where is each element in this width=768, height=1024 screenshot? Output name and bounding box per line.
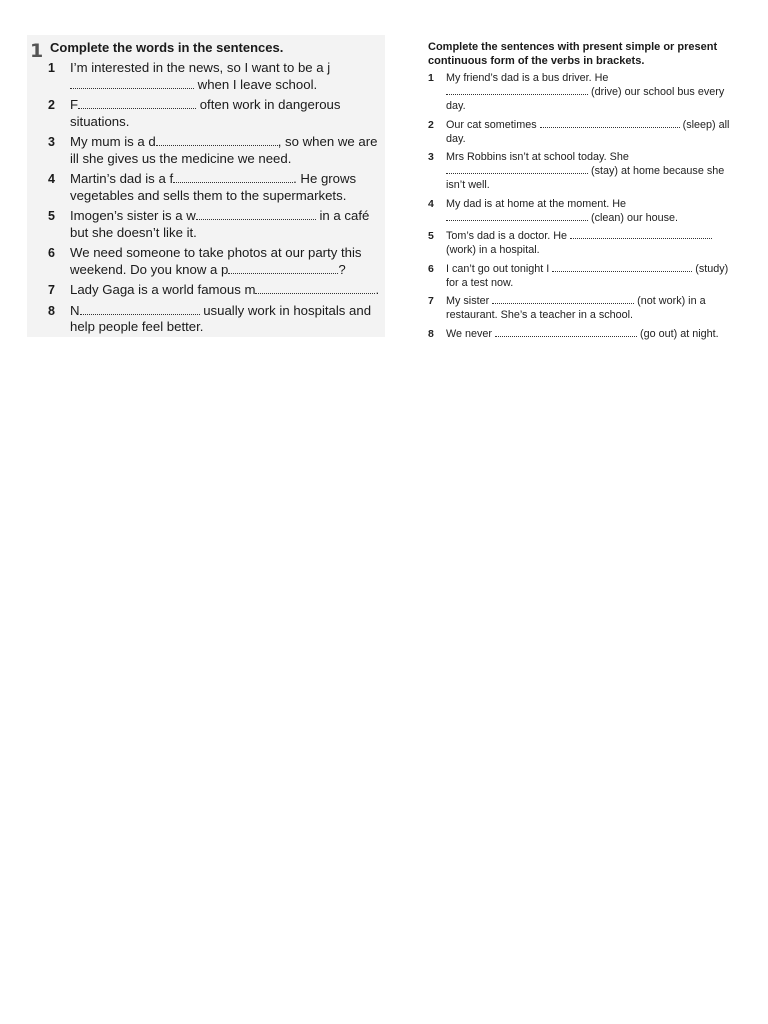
- answer-blank[interactable]: [255, 293, 375, 294]
- item-number: 6: [428, 262, 434, 275]
- exercise-1-item-7: [48, 282, 388, 299]
- item-number: 4: [428, 197, 434, 210]
- item-number: 8: [428, 327, 434, 340]
- exercise-2-item-4: [428, 197, 733, 225]
- exercise-2-item-7: [428, 294, 733, 322]
- answer-blank[interactable]: [228, 273, 338, 274]
- exercise-2-item-5: [428, 229, 733, 257]
- sentence-end: , so when we are ill she gives us the medicine we need.: [70, 134, 378, 166]
- exercise-2-list: [428, 71, 733, 345]
- exercise-1-item-8: [48, 303, 388, 336]
- answer-blank[interactable]: [446, 94, 588, 95]
- answer-blank[interactable]: [446, 173, 588, 174]
- item-number: 3: [48, 135, 55, 149]
- exercise-1-list: [48, 60, 388, 340]
- sentence-start: I’m interested in the news, so I want to be a j: [70, 60, 331, 75]
- exercise-1-item-1: [48, 60, 388, 93]
- sentence-end: often work in dangerous situations.: [70, 97, 341, 129]
- sentence-start: N: [70, 302, 80, 318]
- item-number: 5: [48, 209, 55, 223]
- exercise-2-item-8: [428, 327, 733, 341]
- sentence-end: (drive) our school bus every day.: [446, 86, 725, 112]
- sentence-end: . He grows vegetables and sells them to the supermarkets.: [70, 171, 357, 203]
- item-number: 7: [48, 283, 55, 297]
- sentence-start: My friend’s dad is a bus driver. He: [446, 72, 609, 84]
- item-number: 5: [428, 230, 434, 242]
- exercise-2-item-2: [428, 118, 733, 146]
- sentence-start: My sister: [446, 295, 493, 307]
- exercise-1-title: Complete the words in the sentences.: [50, 40, 284, 55]
- item-number: 2: [428, 118, 434, 131]
- sentence-start: I can’t go out tonight I: [446, 262, 553, 275]
- item-number: 4: [48, 172, 55, 186]
- sentence-start: Mrs Robbins isn’t at school today. She: [446, 151, 629, 163]
- sentence-start: My mum is a d: [70, 134, 156, 149]
- sentence-end: (clean) our house.: [588, 211, 679, 224]
- exercise-1-item-5: [48, 208, 388, 241]
- item-number: 2: [48, 98, 55, 112]
- sentence-end: .: [375, 282, 380, 297]
- sentence-end: when I leave school.: [194, 76, 318, 92]
- sentence-end: (go out) at night.: [637, 327, 719, 340]
- exercise-2-item-6: [428, 262, 733, 290]
- exercise-1-number: 1: [30, 40, 44, 62]
- sentence-end: (stay) at home because she isn’t well.: [446, 165, 725, 191]
- exercise-1-item-2: [48, 97, 388, 130]
- answer-blank[interactable]: [492, 303, 634, 304]
- answer-blank[interactable]: [78, 108, 196, 109]
- sentence-end: (study) for a test now.: [446, 262, 729, 289]
- answer-blank[interactable]: [156, 145, 278, 146]
- sentence-start: Tom’s dad is a doctor. He: [446, 230, 571, 242]
- answer-blank[interactable]: [446, 220, 588, 221]
- item-number: 3: [428, 151, 434, 163]
- exercise-1-item-6: [48, 245, 388, 278]
- sentence-start: We need someone to take photos at our party this weekend. Do you know a p: [70, 245, 362, 277]
- answer-blank[interactable]: [570, 238, 712, 239]
- exercise-2-item-3: [428, 150, 733, 192]
- sentence-end: in a café but she doesn’t like it.: [70, 208, 370, 240]
- exercise-2-item-1: [428, 71, 733, 113]
- answer-blank[interactable]: [495, 336, 637, 337]
- item-number: 1: [48, 61, 55, 75]
- item-number: 7: [428, 295, 434, 307]
- sentence-start: Our cat sometimes: [446, 118, 540, 131]
- sentence-start: F: [70, 97, 79, 112]
- exercise-1-item-3: [48, 134, 388, 167]
- sentence-start: We never: [446, 327, 496, 340]
- sentence-start: My dad is at home at the moment. He: [446, 197, 627, 210]
- sentence-end: (not work) in a restaurant. She’s a teacher in a school.: [446, 295, 706, 321]
- answer-blank[interactable]: [80, 314, 200, 315]
- item-number: 1: [428, 72, 434, 84]
- answer-blank[interactable]: [173, 182, 293, 183]
- sentence-end: (work) in a hospital.: [446, 244, 540, 256]
- answer-blank[interactable]: [540, 127, 680, 128]
- sentence-end: ?: [338, 261, 346, 277]
- sentence-start: Martin’s dad is a f: [70, 171, 174, 186]
- item-number: 6: [48, 246, 55, 260]
- item-number: 8: [48, 303, 55, 318]
- exercise-1-item-4: [48, 171, 388, 204]
- sentence-end: (sleep) all day.: [446, 118, 730, 145]
- exercise-2-title: Complete the sentences with present simple or present continuous form of the verbs in brackets.: [428, 41, 718, 67]
- answer-blank[interactable]: [552, 271, 692, 272]
- answer-blank[interactable]: [70, 88, 194, 89]
- sentence-start: Imogen’s sister is a w: [70, 208, 196, 223]
- sentence-end: usually work in hospitals and help people feel better.: [70, 302, 372, 334]
- sentence-start: Lady Gaga is a world famous m: [70, 282, 256, 297]
- answer-blank[interactable]: [196, 219, 316, 220]
